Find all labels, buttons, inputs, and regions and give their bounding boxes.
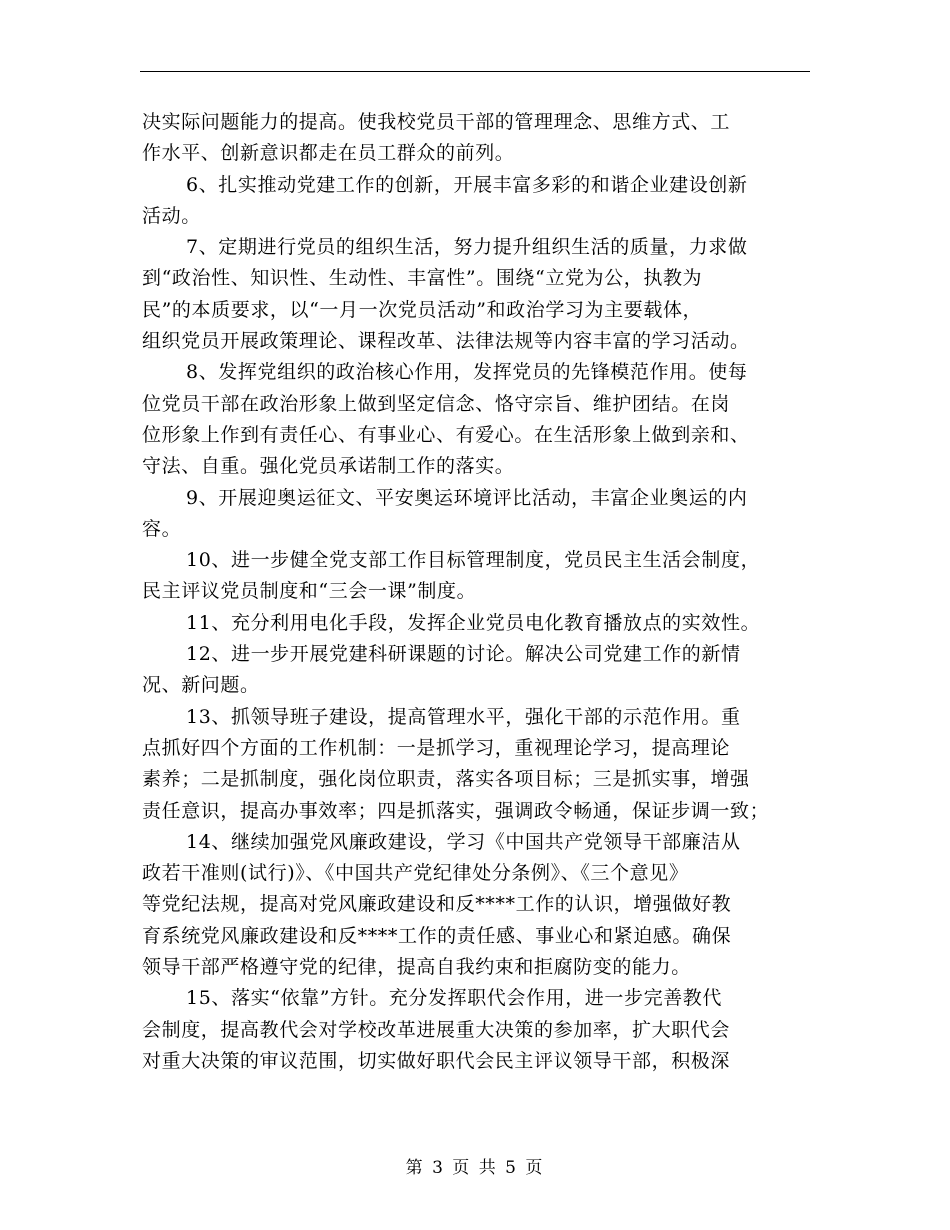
text-line: 点抓好四个方面的工作机制：一是抓学习，重视理论学习，提高理论: [142, 736, 731, 759]
text-line: 位党员干部在政治形象上做到坚定信念、恪守宗旨、维护团结。在岗: [142, 392, 731, 415]
text-line: 组织党员开展政策理论、课程改革、法律法规等内容丰富的学习活动。: [142, 330, 750, 353]
text-line: 容。: [142, 517, 182, 540]
text-line: 育系统党风廉政建设和反****工作的责任感、事业心和紧迫感。确保: [142, 924, 732, 947]
text-line: 11、充分利用电化手段，发挥企业党员电化教育播放点的实效性。: [186, 611, 761, 634]
text-line: 14、继续加强党风廉政建设，学习《中国共产党领导干部廉洁从: [186, 830, 741, 853]
text-line: 7、定期进行党员的组织生活，努力提升组织生活的质量，力求做: [186, 236, 748, 259]
text-line: 况、新问题。: [142, 674, 260, 697]
text-line: 位形象上作到有责任心、有事业心、有爱心。在生活形象上做到亲和、: [142, 423, 750, 446]
text-line: 到“政治性、知识性、生动性、丰富性”。围绕“立党为公，执教为: [142, 267, 703, 290]
text-line: 12、进一步开展党建科研课题的讨论。解决公司党建工作的新情: [186, 643, 741, 666]
text-line: 民主评议党员制度和“三会一课”制度。: [142, 580, 477, 603]
text-line: 活动。: [142, 204, 201, 227]
text-line: 责任意识，提高办事效率；四是抓落实，强调政令畅通，保证步调一致；: [142, 799, 770, 822]
text-line: 作水平、创新意识都走在员工群众的前列。: [142, 142, 515, 165]
text-line: 素养；二是抓制度，强化岗位职责，落实各项目标；三是抓实事，增强: [142, 768, 750, 791]
text-line: 13、抓领导班子建设，提高管理水平，强化干部的示范作用。重: [186, 705, 741, 728]
text-line: 政若干准则(试行)》、《中国共产党纪律处分条例》、《三个意见》: [142, 862, 689, 885]
text-line: 民”的本质要求，以“一月一次党员活动”和政治学习为主要载体，: [142, 298, 703, 321]
text-line: 守法、自重。强化党员承诺制工作的落实。: [142, 455, 515, 478]
text-line: 会制度，提高教代会对学校改革进展重大决策的参加率，扩大职代会: [142, 1018, 731, 1041]
text-line: 15、落实“依靠”方针。充分发挥职代会作用，进一步完善教代: [186, 987, 723, 1010]
text-line: 对重大决策的审议范围，切实做好职代会民主评议领导干部，积极深: [142, 1049, 731, 1072]
text-line: 领导干部严格遵守党的纪律，提高自我约束和拒腐防变的能力。: [142, 956, 691, 979]
text-line: 等党纪法规，提高对党风廉政建设和反****工作的认识，增强做好教: [142, 893, 732, 916]
document-body: [142, 107, 810, 1077]
header-rule: [140, 71, 810, 72]
text-line: 10、进一步健全党支部工作目标管理制度，党员民主生活会制度，: [186, 549, 761, 572]
text-line: 9、开展迎奥运征文、平安奥运环境评比活动，丰富企业奥运的内: [186, 486, 748, 509]
page-number-footer: 第 3 页 共 5 页: [405, 1158, 545, 1178]
text-line: 8、发挥党组织的政治核心作用，发挥党员的先锋模范作用。使每: [186, 361, 748, 384]
text-line: 6、扎实推动党建工作的创新，开展丰富多彩的和谐企业建设创新: [186, 173, 748, 196]
text-line: 决实际问题能力的提高。使我校党员干部的管理理念、思维方式、工: [142, 111, 731, 133]
